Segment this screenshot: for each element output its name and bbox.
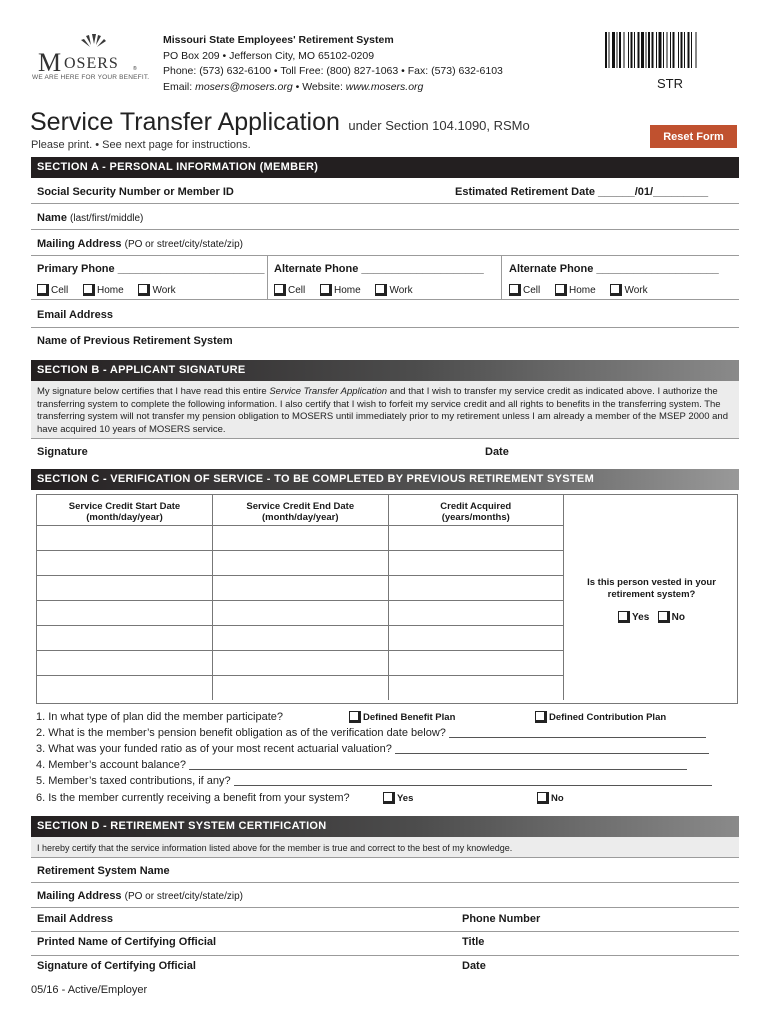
question-1: 1. In what type of plan did the member participate? xyxy=(36,711,284,723)
service-credit-grid xyxy=(37,495,564,700)
system-mailing-address-label: Mailing Address (PO or street/city/state/zip) xyxy=(37,890,243,902)
checkbox-icon xyxy=(383,792,393,802)
table-row xyxy=(37,525,564,550)
table-cell[interactable] xyxy=(213,550,389,575)
primary-home-option[interactable]: Home xyxy=(83,285,124,296)
checkbox-icon xyxy=(658,611,668,621)
table-cell[interactable] xyxy=(213,525,389,550)
previous-system-row[interactable] xyxy=(31,328,739,356)
table-cell[interactable] xyxy=(213,575,389,600)
alternate-phone-1-label: Alternate Phone ____________________ xyxy=(274,263,484,275)
question-4[interactable]: 4. Member’s account balance? xyxy=(36,759,687,771)
alt2-cell-option[interactable]: Cell xyxy=(509,285,540,296)
table-cell[interactable] xyxy=(213,650,389,675)
signature-label: Signature xyxy=(37,446,88,458)
table-cell[interactable] xyxy=(37,600,213,625)
end-date-header: Service Credit End Date (month/day/year) xyxy=(213,495,389,525)
checkbox-icon xyxy=(83,284,93,294)
table-row xyxy=(37,625,564,650)
checkbox-icon xyxy=(349,711,359,721)
table-row xyxy=(37,675,564,700)
official-signature-row[interactable] xyxy=(31,956,739,980)
question-6: 6. Is the member currently receiving a benefit from your system? xyxy=(36,792,350,804)
table-cell[interactable] xyxy=(37,525,213,550)
start-date-header: Service Credit Start Date (month/day/year) xyxy=(37,495,213,525)
alt1-cell-option[interactable]: Cell xyxy=(274,285,305,296)
applicant-certification-text: My signature below certifies that I have read this entire Service Transfer Application and that I wish to transfer my service credit as indicated above. I authorize the transferring system to complete the following information. I also certify that I wish to forfeit my service credit and all rights to benefits in the transferring system. The transferring system will not transfer my pension obligation to MOSERS until immediately prior to my retirement unless I am already a member of the MSEP 2000 and have acquired 10 years of MOSERS service. xyxy=(37,386,728,435)
table-cell[interactable] xyxy=(37,650,213,675)
table-cell[interactable] xyxy=(388,550,564,575)
retirement-system-name-label: Retirement System Name xyxy=(37,865,170,877)
table-row xyxy=(37,650,564,675)
checkbox-icon xyxy=(375,284,385,294)
vested-question: Is this person vested in your retirement system? xyxy=(587,577,716,600)
section-d-heading: SECTION D - RETIREMENT SYSTEM CERTIFICATION xyxy=(31,816,739,837)
retirement-system-name-row[interactable] xyxy=(31,858,739,883)
barcode xyxy=(605,32,738,68)
checkbox-icon xyxy=(537,792,547,802)
table-cell[interactable] xyxy=(388,525,564,550)
question-3[interactable]: 3. What was your funded ratio as of your most recent actuarial valuation? xyxy=(36,743,709,755)
applicant-signature-row[interactable] xyxy=(31,439,739,464)
form-footer: 05/16 - Active/Employer xyxy=(31,984,148,996)
section-a-heading: SECTION A - PERSONAL INFORMATION (MEMBER) xyxy=(31,157,739,178)
table-cell[interactable] xyxy=(37,675,213,700)
title-row xyxy=(30,108,530,137)
alt2-home-option[interactable]: Home xyxy=(555,285,596,296)
svg-text:OSERS: OSERS xyxy=(64,55,119,72)
alternate-phone-2-types xyxy=(509,284,660,296)
page-title: Service Transfer Application xyxy=(30,108,340,136)
table-cell[interactable] xyxy=(213,625,389,650)
svg-text:M: M xyxy=(38,48,62,74)
table-cell[interactable] xyxy=(388,650,564,675)
table-row xyxy=(37,600,564,625)
logo-tagline: WE ARE HERE FOR YOUR BENEFIT. xyxy=(32,74,150,81)
date-label: Date xyxy=(485,446,509,458)
table-row xyxy=(37,550,564,575)
alt2-work-option[interactable]: Work xyxy=(610,285,647,296)
alternate-phone-2-label: Alternate Phone ____________________ xyxy=(509,263,719,275)
system-mailing-address-row[interactable] xyxy=(31,883,739,908)
defined-benefit-option[interactable]: Defined Benefit Plan xyxy=(349,711,455,723)
system-email-label: Email Address xyxy=(37,913,114,925)
mosers-logo xyxy=(34,30,144,74)
defined-contribution-option[interactable]: Defined Contribution Plan xyxy=(535,711,666,723)
checkbox-icon xyxy=(555,284,565,294)
question-2[interactable]: 2. What is the member’s pension benefit obligation as of the verification date below? xyxy=(36,727,706,739)
page-subtitle: under Section 104.1090, RSMo xyxy=(348,118,530,133)
primary-phone-label: Primary Phone ________________________ xyxy=(37,263,265,275)
email-row[interactable] xyxy=(31,300,739,328)
org-address: PO Box 209 • Jefferson City, MO 65102-0209 xyxy=(163,49,375,62)
reset-form-button[interactable]: Reset Form xyxy=(650,125,737,148)
mailing-address-row[interactable] xyxy=(31,230,739,256)
ssn-row[interactable] xyxy=(31,178,739,204)
table-cell[interactable] xyxy=(37,550,213,575)
vested-no-option[interactable]: No xyxy=(658,612,685,623)
primary-cell-option[interactable]: Cell xyxy=(37,285,68,296)
official-signature-label: Signature of Certifying Official xyxy=(37,960,196,972)
print-instructions: Please print. • See next page for instructions. xyxy=(31,139,251,151)
receiving-benefit-no-option[interactable]: No xyxy=(537,792,564,804)
org-phones: Phone: (573) 632-6100 • Toll Free: (800) 827-1063 • Fax: (573) 632-6103 xyxy=(163,65,503,77)
phone-row xyxy=(31,256,739,300)
previous-system-label: Name of Previous Retirement System xyxy=(37,335,233,347)
name-row[interactable] xyxy=(31,204,739,230)
checkbox-icon xyxy=(274,284,284,294)
section-c-heading: SECTION C - VERIFICATION OF SERVICE - TO BE COMPLETED BY PREVIOUS RETIREMENT SYSTEM xyxy=(31,469,739,490)
checkbox-icon xyxy=(37,284,47,294)
primary-work-option[interactable]: Work xyxy=(138,285,175,296)
checkbox-icon xyxy=(509,284,519,294)
vested-question-block xyxy=(569,577,734,624)
checkbox-icon xyxy=(610,284,620,294)
credit-acquired-header: Credit Acquired (years/months) xyxy=(388,495,564,525)
table-cell[interactable] xyxy=(37,625,213,650)
table-cell[interactable] xyxy=(213,600,389,625)
table-cell[interactable] xyxy=(388,625,564,650)
official-title-label: Title xyxy=(462,936,485,948)
org-web: Email: mosers@mosers.org • Website: www.mosers.org xyxy=(163,80,424,93)
official-date-label: Date xyxy=(462,960,486,972)
receiving-benefit-yes-option[interactable]: Yes xyxy=(383,792,413,804)
primary-phone-types xyxy=(37,284,188,296)
org-email: mosers@mosers.org xyxy=(195,80,293,93)
vested-options xyxy=(569,611,734,624)
retirement-date-label: Estimated Retirement Date ______/01/_________ xyxy=(455,186,709,198)
form-header xyxy=(0,0,770,110)
form-code: STR xyxy=(657,76,683,91)
ssn-label: Social Security Number or Member ID xyxy=(37,186,234,198)
table-cell[interactable] xyxy=(388,575,564,600)
mailing-address-label: Mailing Address (PO or street/city/state/zip) xyxy=(37,238,243,250)
question-5[interactable]: 5. Member’s taxed contributions, if any? xyxy=(36,775,712,787)
checkbox-icon xyxy=(320,284,330,294)
svg-text:®: ® xyxy=(133,66,137,72)
table-cell[interactable] xyxy=(388,675,564,700)
system-phone-label: Phone Number xyxy=(462,913,541,925)
system-email-phone-row[interactable] xyxy=(31,908,739,932)
email-label: Email Address xyxy=(37,309,114,321)
table-cell[interactable] xyxy=(37,575,213,600)
system-certification-text: I hereby certify that the service information listed above for the member is true and correct to the best of my knowledge. xyxy=(37,843,513,853)
name-label: Name (last/first/middle) xyxy=(37,212,144,224)
table-row xyxy=(37,575,564,600)
table-header-row xyxy=(37,495,564,525)
checkbox-icon xyxy=(618,611,628,621)
checkbox-icon xyxy=(535,711,545,721)
section-b-heading: SECTION B - APPLICANT SIGNATURE xyxy=(31,360,739,381)
org-contact-block xyxy=(163,33,503,95)
checkbox-icon xyxy=(138,284,148,294)
alt1-home-option[interactable]: Home xyxy=(320,285,361,296)
alt1-work-option[interactable]: Work xyxy=(375,285,412,296)
service-verification-table xyxy=(36,494,738,704)
table-cell[interactable] xyxy=(213,675,389,700)
printed-name-label: Printed Name of Certifying Official xyxy=(37,936,217,948)
org-website: www.mosers.org xyxy=(345,80,424,93)
org-name: Missouri State Employees' Retirement System xyxy=(163,34,394,46)
alternate-phone-1-types xyxy=(274,284,425,296)
certifying-official-row[interactable] xyxy=(31,932,739,956)
table-cell[interactable] xyxy=(388,600,564,625)
vested-yes-option[interactable]: Yes xyxy=(618,612,649,623)
